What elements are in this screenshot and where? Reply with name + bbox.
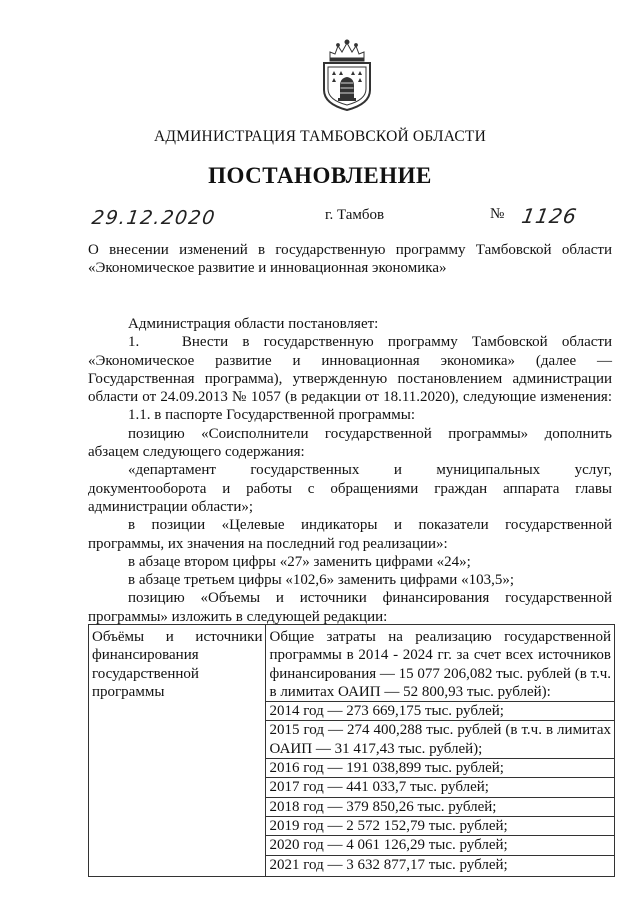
- handwritten-date: 29.12.2020: [90, 207, 218, 229]
- body-line: Государственная программа), утвержденную постановлением администрации: [88, 370, 612, 387]
- cell-line: 2019 год — 2 572 152,79 тыс. рублей;: [266, 817, 614, 836]
- body-line: Администрация области постановляет:: [128, 316, 379, 332]
- city-name: г. Тамбов: [325, 207, 385, 223]
- document-type-title: ПОСТАНОВЛЕНИЕ: [208, 163, 432, 188]
- cell-line: 2021 год — 3 632 877,17 тыс. рублей;: [269, 856, 508, 873]
- body-line: администрации области»;: [88, 498, 254, 515]
- body-line: 1. Внести в государственную программу Тамбовской области: [128, 334, 612, 351]
- body-line: абзацем следующего содержания:: [88, 444, 305, 461]
- cell-line: 2014 год — 273 669,175 тыс. рублей;: [266, 702, 614, 721]
- subject-line: «Экономическое развитие и инновационная экономика»: [88, 260, 447, 276]
- cell-line: 2018 год — 379 850,26 тыс. рублей;: [266, 798, 614, 817]
- cell-line: финансирования: [92, 647, 199, 664]
- body-line: в абзаце втором цифры «27» заменить цифрами «24»;: [128, 553, 471, 570]
- handwritten-number: 1126: [519, 204, 580, 228]
- cell-line: 2016 год — 191 038,899 тыс. рублей;: [266, 759, 614, 778]
- cell-line: Объёмы и источники: [92, 629, 263, 645]
- cell-line: программы: [92, 683, 165, 700]
- financing-value-cell: [266, 625, 615, 877]
- cell-line: финансирования — 15 077 206,082 тыс. рублей (в т.ч.: [269, 665, 611, 682]
- tambov-coat-of-arms-icon: [318, 38, 376, 112]
- cell-line: 2015 год — 274 400,288 тыс. рублей (в т.ч. в лимитах: [269, 722, 611, 739]
- number-label: №: [490, 206, 505, 222]
- body-line: программы, их значения на последний год реализации»:: [88, 535, 448, 552]
- cell-line: 2020 год — 4 061 126,29 тыс. рублей;: [266, 836, 614, 855]
- body-line: «Экономическое развитие и инновационная экономика» (далее —: [88, 352, 612, 369]
- cell-line: Общие затраты на реализацию государственной: [269, 629, 611, 645]
- body-line: в позиции «Целевые индикаторы и показатели государственной: [128, 517, 612, 534]
- cell-line: ОАИП — 31 417,43 тыс. рублей);: [266, 740, 614, 759]
- table-row: [89, 625, 615, 877]
- body-line: программы» изложить в следующей редакции:: [88, 608, 388, 625]
- body-line: в абзаце третьем цифры «102,6» заменить цифрами «103,5»;: [128, 572, 514, 589]
- body-line: позицию «Соисполнители государственной программы» дополнить: [128, 425, 612, 442]
- organization-name: АДМИНИСТРАЦИЯ ТАМБОВСКОЙ ОБЛАСТИ: [154, 128, 486, 145]
- body-line: «департамент государственных и муниципальных услуг,: [128, 462, 612, 479]
- subject-line: О внесении изменений в государственную программу Тамбовской области: [88, 242, 612, 258]
- financing-table: [88, 624, 615, 877]
- document-body: [88, 315, 612, 626]
- document-subject: [88, 241, 612, 277]
- financing-label-cell: [89, 625, 266, 877]
- cell-line: программы в 2014 - 2024 гг. за счет всех источников: [269, 647, 611, 664]
- cell-line: в лимитах ОАИП — 52 800,93 тыс. рублей):: [266, 683, 614, 702]
- body-line: 1.1. в паспорте Государственной программы:: [128, 407, 416, 424]
- body-line: области от 24.09.2013 № 1057 (в редакции от 18.11.2020), следующие изменения:: [88, 389, 612, 406]
- body-line: позицию «Объемы и источники финансирования государственной: [128, 590, 612, 607]
- body-line: документооборота и работы с обращениями граждан аппарата главы: [88, 480, 612, 497]
- cell-line: 2017 год — 441 033,7 тыс. рублей;: [266, 778, 614, 797]
- cell-line: государственной: [92, 665, 199, 682]
